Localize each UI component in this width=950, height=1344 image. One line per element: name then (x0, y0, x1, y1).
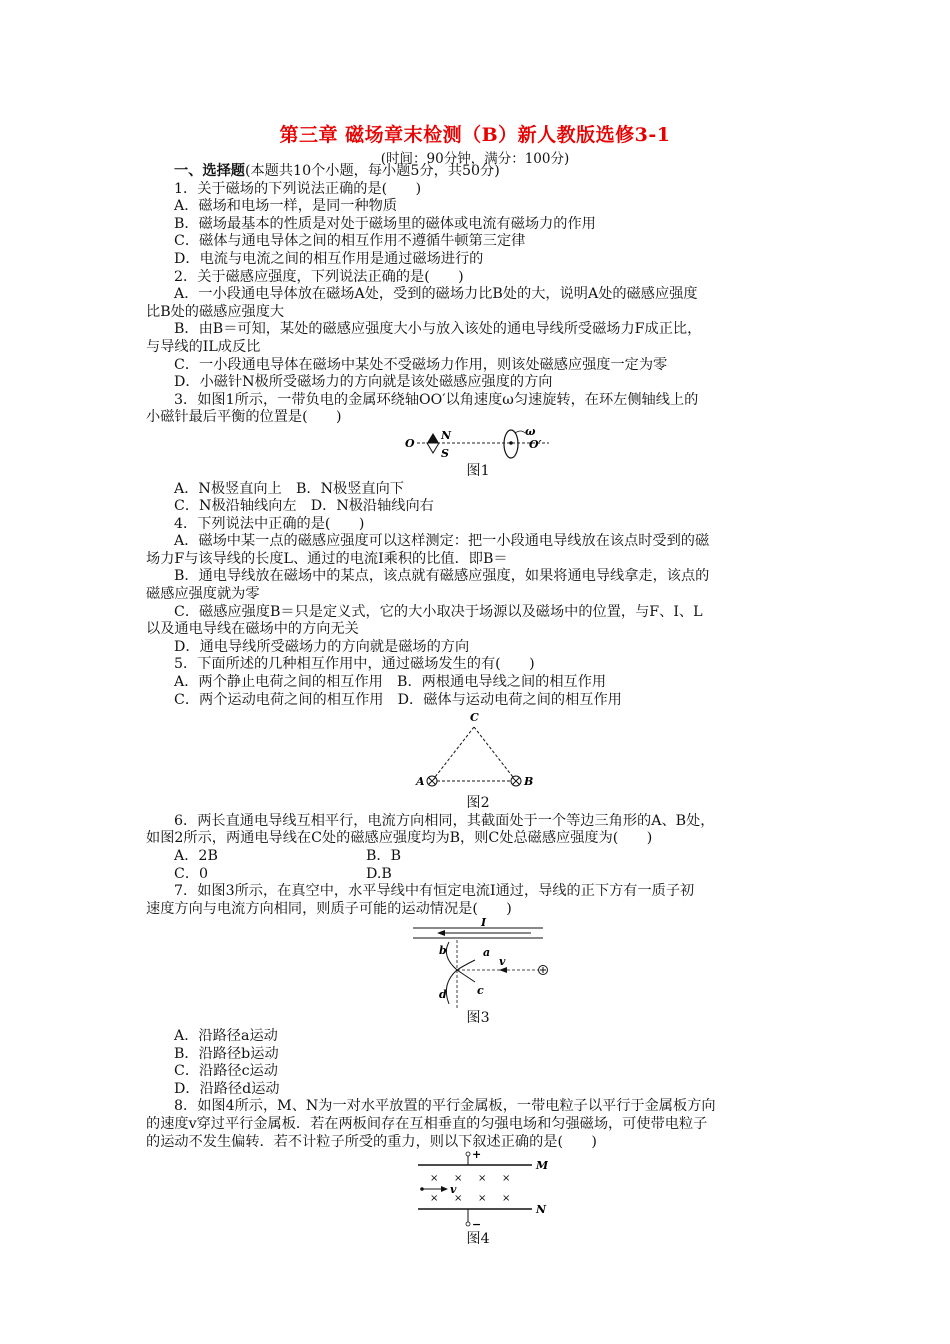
figure-4 (408, 1151, 548, 1231)
fig1-label-omega: ω (525, 426, 536, 438)
q1-option-c: C．磁体与通电导体之间的相互作用不遵循牛顿第三定律 (174, 233, 526, 250)
current-arrow-icon (437, 930, 445, 936)
fig4-label-v: v (450, 1183, 457, 1197)
q7-option-d: D．沿路径d运动 (174, 1080, 280, 1097)
q4-stem: 4．下列说法中正确的是( ) (174, 515, 365, 532)
section-title: 一、选择题 (174, 163, 245, 179)
needle-north (427, 433, 439, 443)
fig1-label-N: N (441, 428, 452, 442)
current-into-page-icon-A (427, 776, 437, 786)
figure-3-caption: 图3 (466, 1010, 490, 1027)
fig1-label-O-prime: O′ (529, 437, 542, 451)
q4-option-a-line1: A．磁场中某一点的磁感应强度可以这样测定：把一小段通电导线放在该点时受到的磁 (174, 533, 710, 550)
svg-text:×: × (478, 1193, 487, 1205)
q1-stem: 1．关于磁场的下列说法正确的是( ) (174, 180, 422, 197)
svg-text:×: × (502, 1193, 511, 1205)
q6-option-b: B．B (366, 848, 402, 864)
svg-text:×: × (454, 1173, 463, 1185)
svg-text:×: × (502, 1173, 511, 1185)
path-b (446, 942, 457, 970)
q8-stem-line2: 的速度v穿过平行金属板．若在两板间存在互相垂直的匀强电场和匀强磁场，可使带电粒子 (146, 1115, 708, 1132)
q1-option-d: D．电流与电流之间的相互作用是通过磁场进行的 (174, 250, 484, 267)
path-d (446, 970, 457, 1004)
fig1-label-S: S (441, 446, 449, 460)
q3-options-cd: C．N极沿轴线向左 D．N极沿轴线向右 (174, 498, 434, 515)
q1-option-b: B．磁场最基本的性质是对处于磁场里的磁体或电流有磁场力的作用 (174, 215, 596, 232)
velocity-arrow-icon (441, 1186, 448, 1192)
q6-options-row1 (146, 848, 810, 866)
q2-option-a-line2: 比B处的磁感应强度大 (146, 303, 285, 320)
current-into-page-icon-B (511, 776, 521, 786)
fig3-label-I: I (481, 918, 487, 930)
q6-option-d: D.B (366, 865, 392, 882)
svg-text:×: × (430, 1173, 439, 1185)
q2-option-c: C．一小段通电导体在磁场中某处不受磁场力作用，则该处磁感应强度一定为零 (174, 356, 668, 373)
q4-option-a-line2: 场力F与该导线的长度L、通过的电流I乘积的比值．即B＝ (146, 550, 508, 567)
page-title: 第三章 磁场章末检测（B）新人教版选修3-1 (279, 124, 671, 146)
q1-option-a: A．磁场和电场一样，是同一种物质 (174, 198, 398, 215)
svg-text:×: × (430, 1193, 439, 1205)
q7-option-b: B．沿路径b运动 (174, 1045, 279, 1062)
path-a (457, 960, 475, 970)
fig3-label-v: v (499, 955, 506, 969)
figure-4-caption: 图4 (466, 1231, 490, 1248)
fig1-label-O: O (405, 436, 415, 450)
q6-options-row2 (146, 866, 810, 884)
q6-option-c: C．0 (174, 865, 209, 882)
q6-stem-line2: 如图2所示，两通电导线在C处的磁感应强度均为B，则C处总磁感应强度为( ) (146, 830, 653, 847)
fig2-label-C: C (470, 711, 479, 725)
q4-option-c-line2: 以及通电导线在磁场中的方向无关 (146, 621, 359, 638)
figure-1-caption: 图1 (466, 462, 490, 479)
q5-options-cd: C．两个运动电荷之间的相互作用 D．磁体与运动电荷之间的相互作用 (174, 691, 622, 708)
proton-icon (539, 966, 548, 975)
fig4-label-M: M (536, 1159, 548, 1173)
svg-text:×: × (478, 1173, 487, 1185)
rotation-arrow-icon (515, 431, 525, 433)
section-heading (146, 163, 810, 181)
fig2-label-B: B (524, 775, 534, 789)
q5-options-ab: A．两个静止电荷之间的相互作用 B．两根通电导线之间的相互作用 (174, 674, 607, 691)
q7-option-c: C．沿路径c运动 (174, 1063, 278, 1080)
fig2-label-A: A (416, 775, 425, 789)
q7-option-a: A．沿路径a运动 (174, 1027, 278, 1044)
q3-stem-line2: 小磁针最后平衡的位置是( ) (146, 409, 342, 426)
fig4-label-plus: + (472, 1151, 482, 1162)
section-note: (本题共10个小题，每小题5分，共50分) (244, 163, 500, 179)
figure-1 (403, 427, 553, 463)
figure-3 (403, 918, 553, 1010)
q2-option-b-line2: 与导线的IL成反比 (146, 338, 261, 355)
fig3-label-b: b (439, 944, 447, 958)
needle-south (427, 443, 439, 453)
fig3-label-c: c (477, 984, 484, 998)
document-body (146, 163, 810, 1249)
path-c (457, 970, 475, 982)
q2-stem: 2．关于磁感应强度，下列说法正确的是( ) (174, 268, 464, 285)
fig3-label-d: d (439, 988, 447, 1002)
q8-stem-line3: 的运动不发生偏转．若不计粒子所受的重力，则以下叙述正确的是( ) (146, 1133, 597, 1150)
q3-stem-line1: 3．如图1所示，一带负电的金属环绕轴OO′以角速度ω匀速旋转，在环左侧轴线上的 (174, 391, 699, 408)
ring-center-dot (509, 441, 513, 445)
q2-option-a-line1: A．一小段通电导体放在磁场A处，受到的磁场力比B处的大，说明A处的磁感应强度 (174, 286, 698, 303)
q6-stem-line1: 6．两长直通电导线互相平行，电流方向相同，其截面处于一个等边三角形的A、B处， (174, 812, 715, 829)
exam-subtitle: (时间：90分钟，满分：100分) (380, 151, 570, 167)
q4-option-d: D．通电导线所受磁场力的方向就是磁场的方向 (174, 638, 470, 655)
fig3-label-a: a (483, 946, 491, 960)
q2-option-d: D．小磁针N极所受磁场力的方向就是该处磁感应强度的方向 (174, 374, 553, 391)
figure-2 (408, 709, 548, 795)
q7-stem-line2: 速度方向与电流方向相同，则质子可能的运动情况是( ) (146, 900, 512, 917)
svg-text:×: × (454, 1193, 463, 1205)
q4-option-b-line2: 磁感应强度就为零 (146, 586, 260, 603)
q6-option-a: A．2B (174, 848, 218, 864)
q4-option-b-line1: B．通电导线放在磁场中的某点，该点就有磁感应强度，如果将通电导线拿走，该点的 (174, 568, 710, 585)
q5-stem: 5．下面所述的几种相互作用中，通过磁场发生的有( ) (174, 656, 535, 673)
q3-options-ab: A．N极竖直向上 B．N极竖直向下 (174, 480, 404, 497)
q8-stem-line1: 8．如图4所示，M、N为一对水平放置的平行金属板，一带电粒子以平行于金属板方向 (174, 1098, 716, 1115)
q2-option-b-line1: B．由B＝可知，某处的磁感应强度大小与放入该处的通电导线所受磁场力F成正比， (174, 321, 702, 338)
q4-option-c-line1: C．磁感应强度B＝只是定义式，它的大小取决于场源以及磁场中的位置，与F、I、L (174, 603, 703, 620)
q7-stem-line1: 7．如图3所示，在真空中，水平导线中有恒定电流I通过，导线的正下方有一质子初 (174, 883, 695, 900)
figure-2-caption: 图2 (466, 795, 490, 812)
fig4-label-minus: − (472, 1218, 482, 1232)
fig4-label-N: N (536, 1203, 547, 1217)
